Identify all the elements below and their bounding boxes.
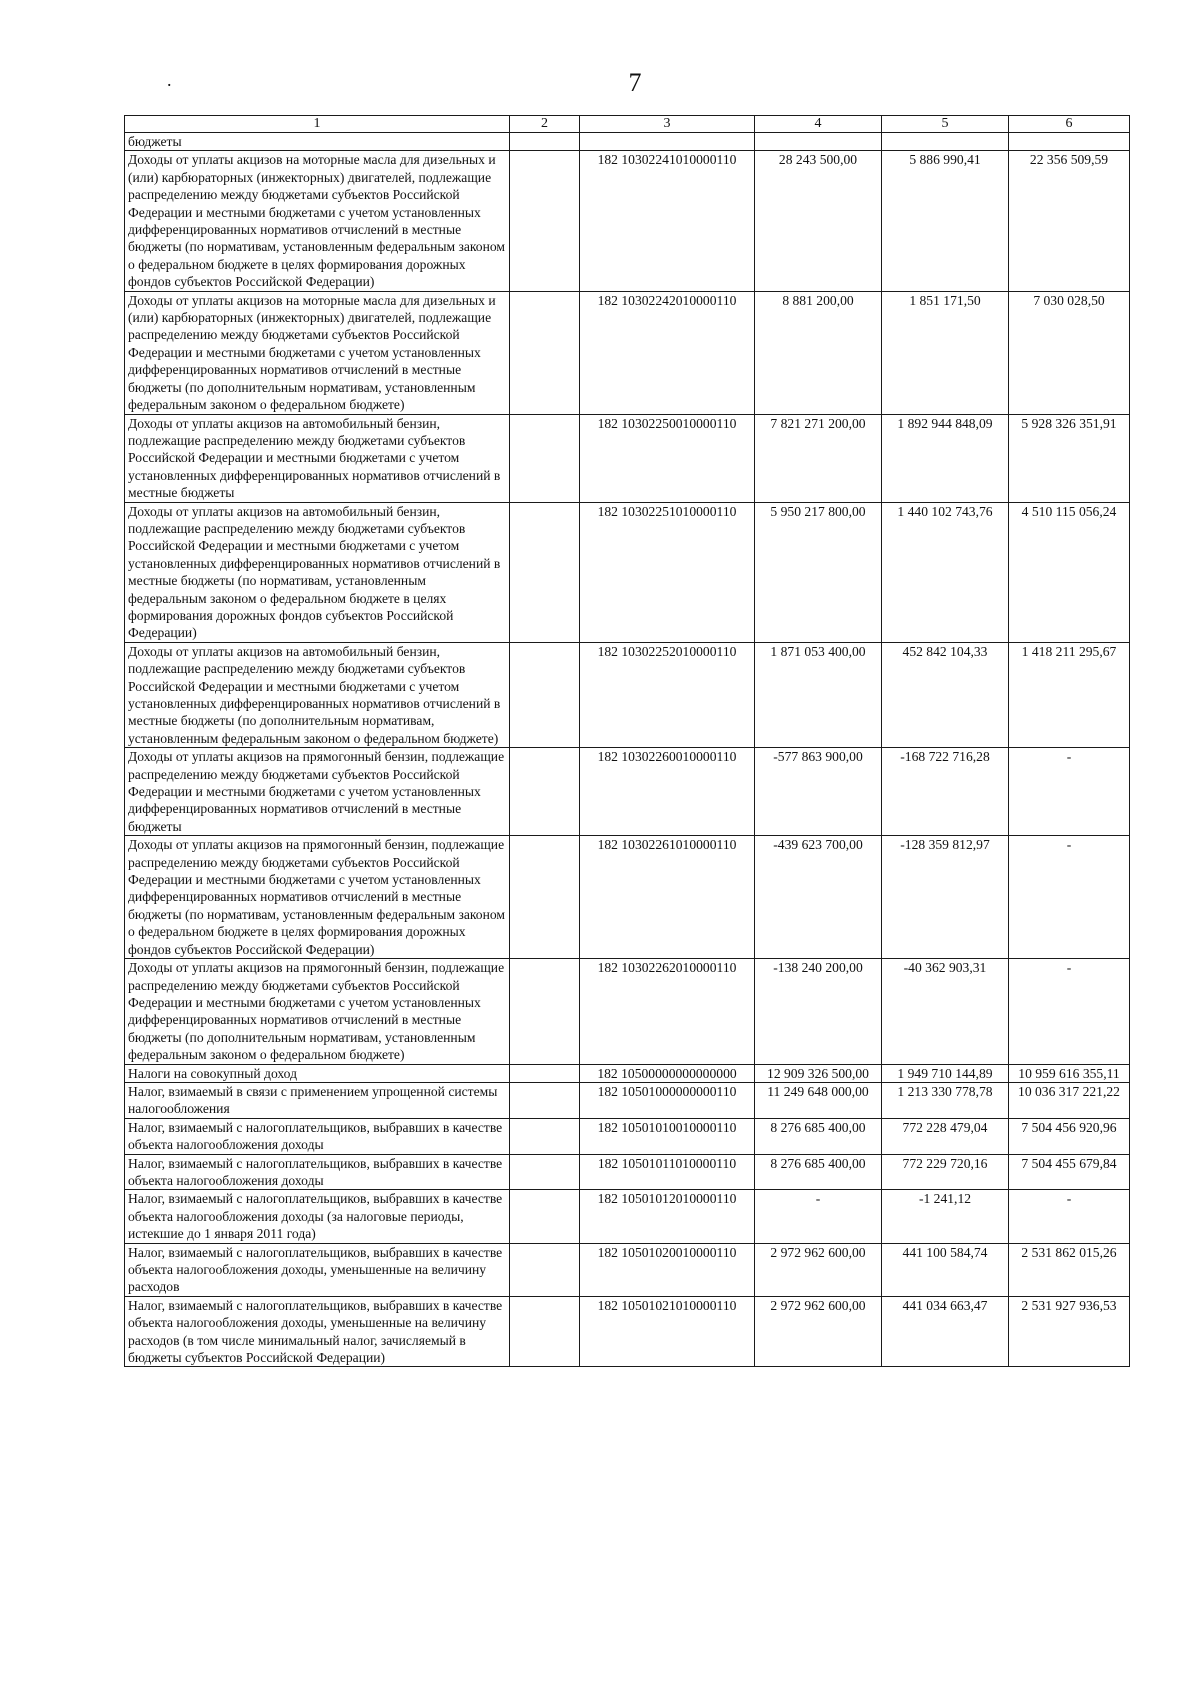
row-col2 [510,642,580,747]
row-name: Налог, взимаемый с налогоплательщиков, выбравших в качестве объекта налогообложения доходы (за налоговые периоды, истекшие до 1 января 2011 года) [125,1190,510,1243]
row-value-6: 7 504 456 920,96 [1009,1118,1130,1154]
row-value-6: - [1009,1190,1130,1243]
row-value-6: - [1009,959,1130,1064]
row-value-5: 1 213 330 778,78 [882,1082,1009,1118]
row-name: Доходы от уплаты акцизов на автомобильный бензин, подлежащие распределению между бюджетами субъектов Российской Федерации и местными бюджетами с учетом установленных дифференцированных нормативов отчислений в местные бюджеты [125,414,510,502]
row-value-5: -40 362 903,31 [882,959,1009,1064]
row-value-4: -439 623 700,00 [755,836,882,959]
column-header-6: 6 [1009,116,1130,133]
stray-mark: . [167,70,172,90]
row-value-6: 2 531 862 015,26 [1009,1243,1130,1296]
row-col2 [510,959,580,1064]
row-value-4: -577 863 900,00 [755,748,882,836]
page-number: 7 [628,68,642,97]
row-name: Доходы от уплаты акцизов на автомобильный бензин, подлежащие распределению между бюджетами субъектов Российской Федерации и местными бюджетами с учетом установленных дифференцированных нормативов отчислений в местные бюджеты (по дополнительным нормативам, установленным федеральным законом о федеральном бюджете) [125,642,510,747]
row-code: 182 10302250010000110 [580,414,755,502]
column-header-3: 3 [580,116,755,133]
row-value-4: 12 909 326 500,00 [755,1064,882,1082]
row-value-5: 1 949 710 144,89 [882,1064,1009,1082]
row-value-4: 1 871 053 400,00 [755,642,882,747]
row-value-6: 22 356 509,59 [1009,151,1130,291]
row-name: Налоги на совокупный доход [125,1064,510,1082]
row-name: Доходы от уплаты акцизов на автомобильный бензин, подлежащие распределению между бюджетами субъектов Российской Федерации и местными бюджетами с учетом установленных дифференцированных нормативов отчислений в местные бюджеты (по нормативам, установленным федеральным законом о федеральном бюджете в целях формирования дорожных фондов субъектов Российской Федерации) [125,502,510,642]
row-value-6: 5 928 326 351,91 [1009,414,1130,502]
row-value-4 [755,133,882,151]
row-col2 [510,1190,580,1243]
row-value-6: 7 030 028,50 [1009,291,1130,414]
row-value-4: 5 950 217 800,00 [755,502,882,642]
table-row [125,414,1130,502]
row-code: 182 10302262010000110 [580,959,755,1064]
table-header-row [125,116,1130,133]
table-row [125,1082,1130,1118]
row-col2 [510,1243,580,1296]
row-name: Налог, взимаемый с налогоплательщиков, выбравших в качестве объекта налогообложения доходы, уменьшенные на величину расходов (в том числе минимальный налог, зачисляемый в бюджеты субъектов Российской Федерации) [125,1296,510,1367]
row-col2 [510,1064,580,1082]
row-col2 [510,1118,580,1154]
row-col2 [510,1296,580,1367]
column-header-1: 1 [125,116,510,133]
row-name: Доходы от уплаты акцизов на прямогонный бензин, подлежащие распределению между бюджетами субъектов Российской Федерации и местными бюджетами с учетом установленных дифференцированных нормативов отчислений в местные бюджеты (по дополнительным нормативам, установленным федеральным законом о федеральном бюджете) [125,959,510,1064]
row-code: 182 10302241010000110 [580,151,755,291]
row-value-4: 8 276 685 400,00 [755,1154,882,1190]
row-code: 182 10302261010000110 [580,836,755,959]
row-code: 182 10302251010000110 [580,502,755,642]
table-row [125,151,1130,291]
column-header-4: 4 [755,116,882,133]
row-value-5: -128 359 812,97 [882,836,1009,959]
row-value-5 [882,133,1009,151]
table-body [125,133,1130,1367]
row-name: Налог, взимаемый с налогоплательщиков, выбравших в качестве объекта налогообложения доходы [125,1154,510,1190]
table-row [125,133,1130,151]
row-value-4: 8 881 200,00 [755,291,882,414]
budget-revenue-table [124,115,1130,1367]
row-col2 [510,1154,580,1190]
row-col2 [510,151,580,291]
row-code [580,133,755,151]
row-name: Налог, взимаемый с налогоплательщиков, выбравших в качестве объекта налогообложения доходы, уменьшенные на величину расходов [125,1243,510,1296]
row-col2 [510,836,580,959]
table-row [125,1118,1130,1154]
row-code: 182 10501010010000110 [580,1118,755,1154]
row-value-6: 10 036 317 221,22 [1009,1082,1130,1118]
table-row [125,1064,1130,1082]
row-col2 [510,502,580,642]
table-row [125,291,1130,414]
row-name: Доходы от уплаты акцизов на прямогонный бензин, подлежащие распределению между бюджетами субъектов Российской Федерации и местными бюджетами с учетом установленных дифференцированных нормативов отчислений в местные бюджеты (по нормативам, установленным федеральным законом о федеральном бюджете в целях формирования дорожных фондов субъектов Российской Федерации) [125,836,510,959]
table-row [125,959,1130,1064]
row-value-4: 2 972 962 600,00 [755,1296,882,1367]
row-code: 182 10501000000000110 [580,1082,755,1118]
row-value-5: 772 228 479,04 [882,1118,1009,1154]
row-value-5: 441 034 663,47 [882,1296,1009,1367]
row-value-6: - [1009,836,1130,959]
row-value-4: -138 240 200,00 [755,959,882,1064]
table-row [125,1154,1130,1190]
row-value-5: 1 892 944 848,09 [882,414,1009,502]
table-row [125,1296,1130,1367]
row-value-4: 28 243 500,00 [755,151,882,291]
row-value-5: -1 241,12 [882,1190,1009,1243]
row-value-4: 8 276 685 400,00 [755,1118,882,1154]
row-value-6: 10 959 616 355,11 [1009,1064,1130,1082]
row-value-5: -168 722 716,28 [882,748,1009,836]
row-value-4: 7 821 271 200,00 [755,414,882,502]
table-row [125,836,1130,959]
row-code: 182 10501011010000110 [580,1154,755,1190]
row-code: 182 10501012010000110 [580,1190,755,1243]
row-col2 [510,133,580,151]
row-code: 182 10302252010000110 [580,642,755,747]
row-name: Доходы от уплаты акцизов на моторные масла для дизельных и (или) карбюраторных (инжекторных) двигателей, подлежащие распределению между бюджетами субъектов Российской Федерации и местными бюджетами с учетом установленных дифференцированных нормативов отчислений в местные бюджеты (по нормативам, установленным федеральным законом о федеральном бюджете в целях формирования дорожных фондов субъектов Российской Федерации) [125,151,510,291]
row-code: 182 10501020010000110 [580,1243,755,1296]
row-value-5: 452 842 104,33 [882,642,1009,747]
row-name: Доходы от уплаты акцизов на прямогонный бензин, подлежащие распределению между бюджетами субъектов Российской Федерации и местными бюджетами с учетом установленных дифференцированных нормативов отчислений в местные бюджеты [125,748,510,836]
row-name: Налог, взимаемый в связи с применением упрощенной системы налогообложения [125,1082,510,1118]
column-header-2: 2 [510,116,580,133]
table-row [125,1243,1130,1296]
row-name: Доходы от уплаты акцизов на моторные масла для дизельных и (или) карбюраторных (инжекторных) двигателей, подлежащие распределению между бюджетами субъектов Российской Федерации и местными бюджетами с учетом установленных дифференцированных нормативов отчислений в местные бюджеты (по дополнительным нормативам, установленным федеральным законом о федеральном бюджете) [125,291,510,414]
table-row [125,502,1130,642]
row-value-4: 2 972 962 600,00 [755,1243,882,1296]
row-code: 182 10501021010000110 [580,1296,755,1367]
row-value-6: 2 531 927 936,53 [1009,1296,1130,1367]
table-row [125,748,1130,836]
row-value-5: 772 229 720,16 [882,1154,1009,1190]
row-name: Налог, взимаемый с налогоплательщиков, выбравших в качестве объекта налогообложения доходы [125,1118,510,1154]
row-code: 182 10302260010000110 [580,748,755,836]
row-code: 182 10302242010000110 [580,291,755,414]
row-value-6 [1009,133,1130,151]
row-col2 [510,748,580,836]
row-name: бюджеты [125,133,510,151]
row-code: 182 10500000000000000 [580,1064,755,1082]
row-value-6: 7 504 455 679,84 [1009,1154,1130,1190]
row-value-4: - [755,1190,882,1243]
row-value-5: 1 851 171,50 [882,291,1009,414]
table-row [125,642,1130,747]
row-value-6: - [1009,748,1130,836]
row-value-5: 441 100 584,74 [882,1243,1009,1296]
row-value-6: 1 418 211 295,67 [1009,642,1130,747]
row-value-5: 5 886 990,41 [882,151,1009,291]
row-col2 [510,291,580,414]
row-value-6: 4 510 115 056,24 [1009,502,1130,642]
row-col2 [510,1082,580,1118]
table-row [125,1190,1130,1243]
column-header-5: 5 [882,116,1009,133]
row-col2 [510,414,580,502]
row-value-4: 11 249 648 000,00 [755,1082,882,1118]
row-value-5: 1 440 102 743,76 [882,502,1009,642]
